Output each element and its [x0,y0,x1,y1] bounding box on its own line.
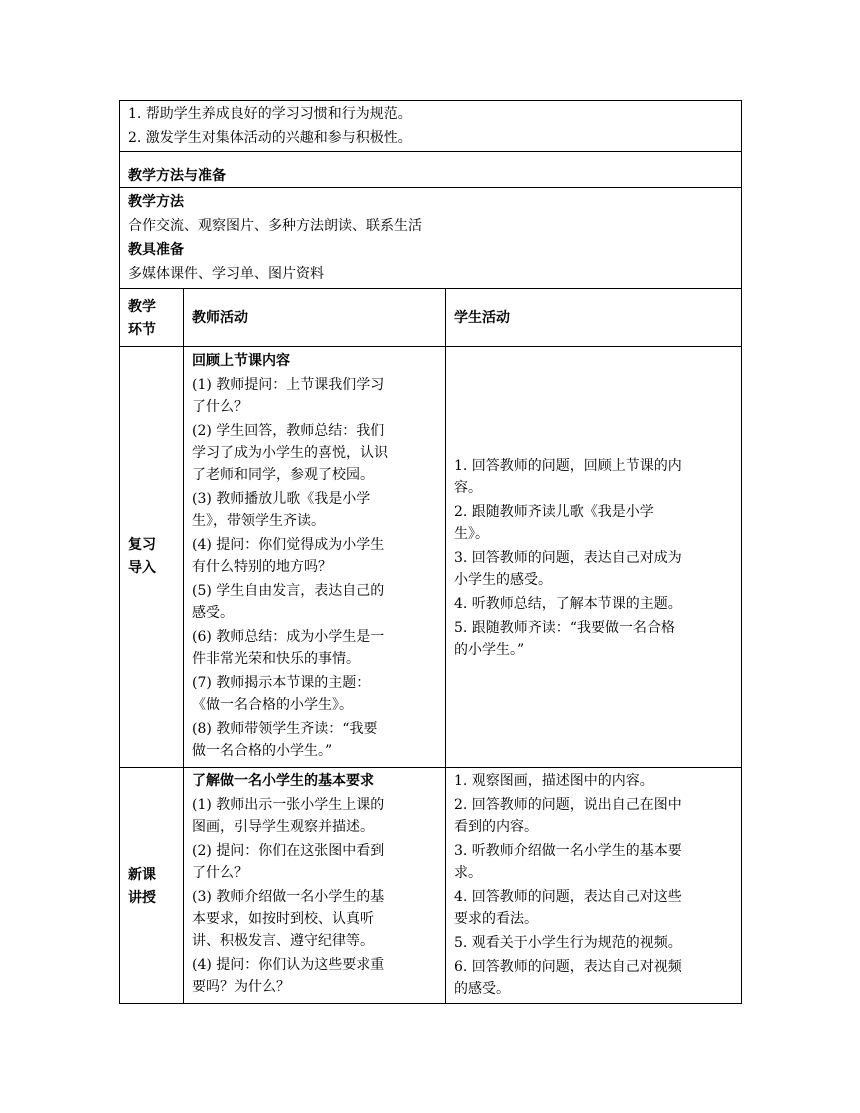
row1-student-items [454,453,735,661]
row1-teacher-item-1 [192,374,439,418]
text-line: 容。 [454,480,482,496]
text-line: (4) 提问：你们认为这些要求重 [192,957,385,973]
text-line: 3. 回答教师的问题，表达自己对成为 [454,550,682,566]
text-line: 《做一名合格的小学生》。 [192,697,353,713]
text-line: 本要求，如按时到校、认真听 [192,911,374,927]
text-line: 小学生的感受。 [454,572,552,588]
text-line: 要求的看法。 [454,911,538,927]
row2-stage-line-2: 讲授 [128,890,156,906]
text-line: 生》，带领学生齐读。 [192,513,325,529]
row2-student-item-5 [454,932,735,954]
header-stage-line-2: 环节 [128,322,156,338]
text-line: (8) 教师带领学生齐读：“我要 [192,721,378,737]
text-line: 求。 [454,865,482,881]
row1-teacher-item-8 [192,718,439,762]
row2-stage-line-1: 新课 [128,867,156,883]
methods-content-box [119,187,742,289]
text-line: 了老师和同学，参观了校园。 [192,467,374,483]
text-line: (5) 学生自由发言，表达自己的 [192,583,385,599]
row1-teacher-item-6 [192,626,439,670]
text-line: 生》。 [454,526,489,542]
methods-section-title: 教学方法与准备 [128,168,226,184]
tools-heading: 教具准备 [128,242,184,258]
text-line: 看到的内容。 [454,819,538,835]
row1-student-item-5 [454,617,735,661]
tools-text: 多媒体课件、学习单、图片资料 [128,266,324,282]
text-line: 4. 回答教师的问题，表达自己对这些 [454,889,682,905]
row2-teacher-item-1 [192,794,439,838]
text-line: 6. 回答教师的问题，表达自己对视频 [454,959,682,975]
text-line: 1. 回答教师的问题，回顾上节课的内 [454,458,682,474]
text-line: (3) 教师介绍做一名小学生的基 [192,889,385,905]
text-line: 的感受。 [454,981,510,997]
objective-line-2: 2. 激发学生对集体活动的兴趣和参与积极性。 [128,130,412,146]
row2-stage-cell [119,767,184,1004]
row1-student-item-1 [454,455,735,499]
text-line: (6) 教师总结：成为小学生是一 [192,629,385,645]
text-line: 了什么？ [192,865,248,881]
text-line: 件非常光荣和快乐的事情。 [192,651,360,667]
row2-teacher-cell [183,767,446,1004]
row2-student-item-1 [454,770,735,792]
methods-title-box [119,151,742,188]
row2-student-items [454,770,735,1000]
text-line: 有什么特别的地方吗？ [192,559,332,575]
text-line: (1) 教师出示一张小学生上课的 [192,797,385,813]
row2-teacher-item-2 [192,840,439,884]
text-line: 2. 回答教师的问题，说出自己在图中 [454,797,682,813]
text-line: 3. 听教师介绍做一名小学生的基本要 [454,843,682,859]
row1-teacher-items [192,374,439,762]
text-line: (3) 教师播放儿歌《我是小学 [192,491,371,507]
method-heading: 教学方法 [128,194,184,210]
row1-stage-line-2: 导入 [128,560,156,576]
text-line: 了什么？ [192,399,248,415]
row1-stage-line-1: 复习 [128,537,156,553]
text-line: (1) 教师提问：上节课我们学习 [192,377,385,393]
row1-teacher-item-2 [192,420,439,486]
text-line: 1. 观察图画，描述图中的内容。 [454,773,654,789]
row2-student-item-6 [454,956,735,1000]
row2-student-item-4 [454,886,735,930]
row1-teacher-item-3 [192,488,439,532]
text-line: (4) 提问：你们觉得成为小学生 [192,537,385,553]
row2-teacher-title: 了解做一名小学生的基本要求 [192,773,374,789]
row2-student-cell [445,767,742,1004]
row2-teacher-item-3 [192,886,439,952]
row2-teacher-item-4 [192,954,439,998]
text-line: 学习了成为小学生的喜悦，认识 [192,445,388,461]
row2-teacher-items [192,794,439,998]
text-line: 的小学生。” [454,642,525,658]
text-line: 5. 观看关于小学生行为规范的视频。 [454,935,682,951]
header-student: 学生活动 [454,310,510,326]
row1-teacher-title: 回顾上节课内容 [192,353,290,369]
header-teacher: 教师活动 [192,310,248,326]
objective-line-1: 1. 帮助学生养成良好的学习习惯和行为规范。 [128,106,412,122]
row1-student-item-2 [454,501,735,545]
header-student-cell [445,288,742,347]
text-line: (2) 学生回答，教师总结：我们 [192,423,385,439]
header-stage-cell [119,288,184,347]
row2-student-item-3 [454,840,735,884]
header-teacher-cell [183,288,446,347]
row1-student-item-3 [454,547,735,591]
text-line: 做一名合格的小学生。” [192,743,333,759]
text-line: 5. 跟随教师齐读：“我要做一名合格 [454,620,675,636]
text-line: 2. 跟随教师齐读儿歌《我是小学 [454,504,654,520]
row1-student-item-4 [454,593,735,615]
row1-student-cell [445,346,742,768]
row1-teacher-cell [183,346,446,768]
row1-stage-cell [119,346,184,768]
text-line: 讲、积极发言、遵守纪律等。 [192,933,374,949]
header-stage-line-1: 教学 [128,299,156,315]
text-line: (7) 教师揭示本节课的主题： [192,675,371,691]
row1-teacher-item-5 [192,580,439,624]
row1-teacher-item-4 [192,534,439,578]
text-line: 4. 听教师总结，了解本节课的主题。 [454,596,682,612]
row2-student-item-2 [454,794,735,838]
text-line: (2) 提问：你们在这张图中看到 [192,843,385,859]
objectives-box [119,100,742,152]
method-text: 合作交流、观察图片、多种方法朗读、联系生活 [128,218,422,234]
row1-teacher-item-7 [192,672,439,716]
text-line: 感受。 [192,605,234,621]
text-line: 要吗？为什么？ [192,979,290,995]
text-line: 图画，引导学生观察并描述。 [192,819,374,835]
